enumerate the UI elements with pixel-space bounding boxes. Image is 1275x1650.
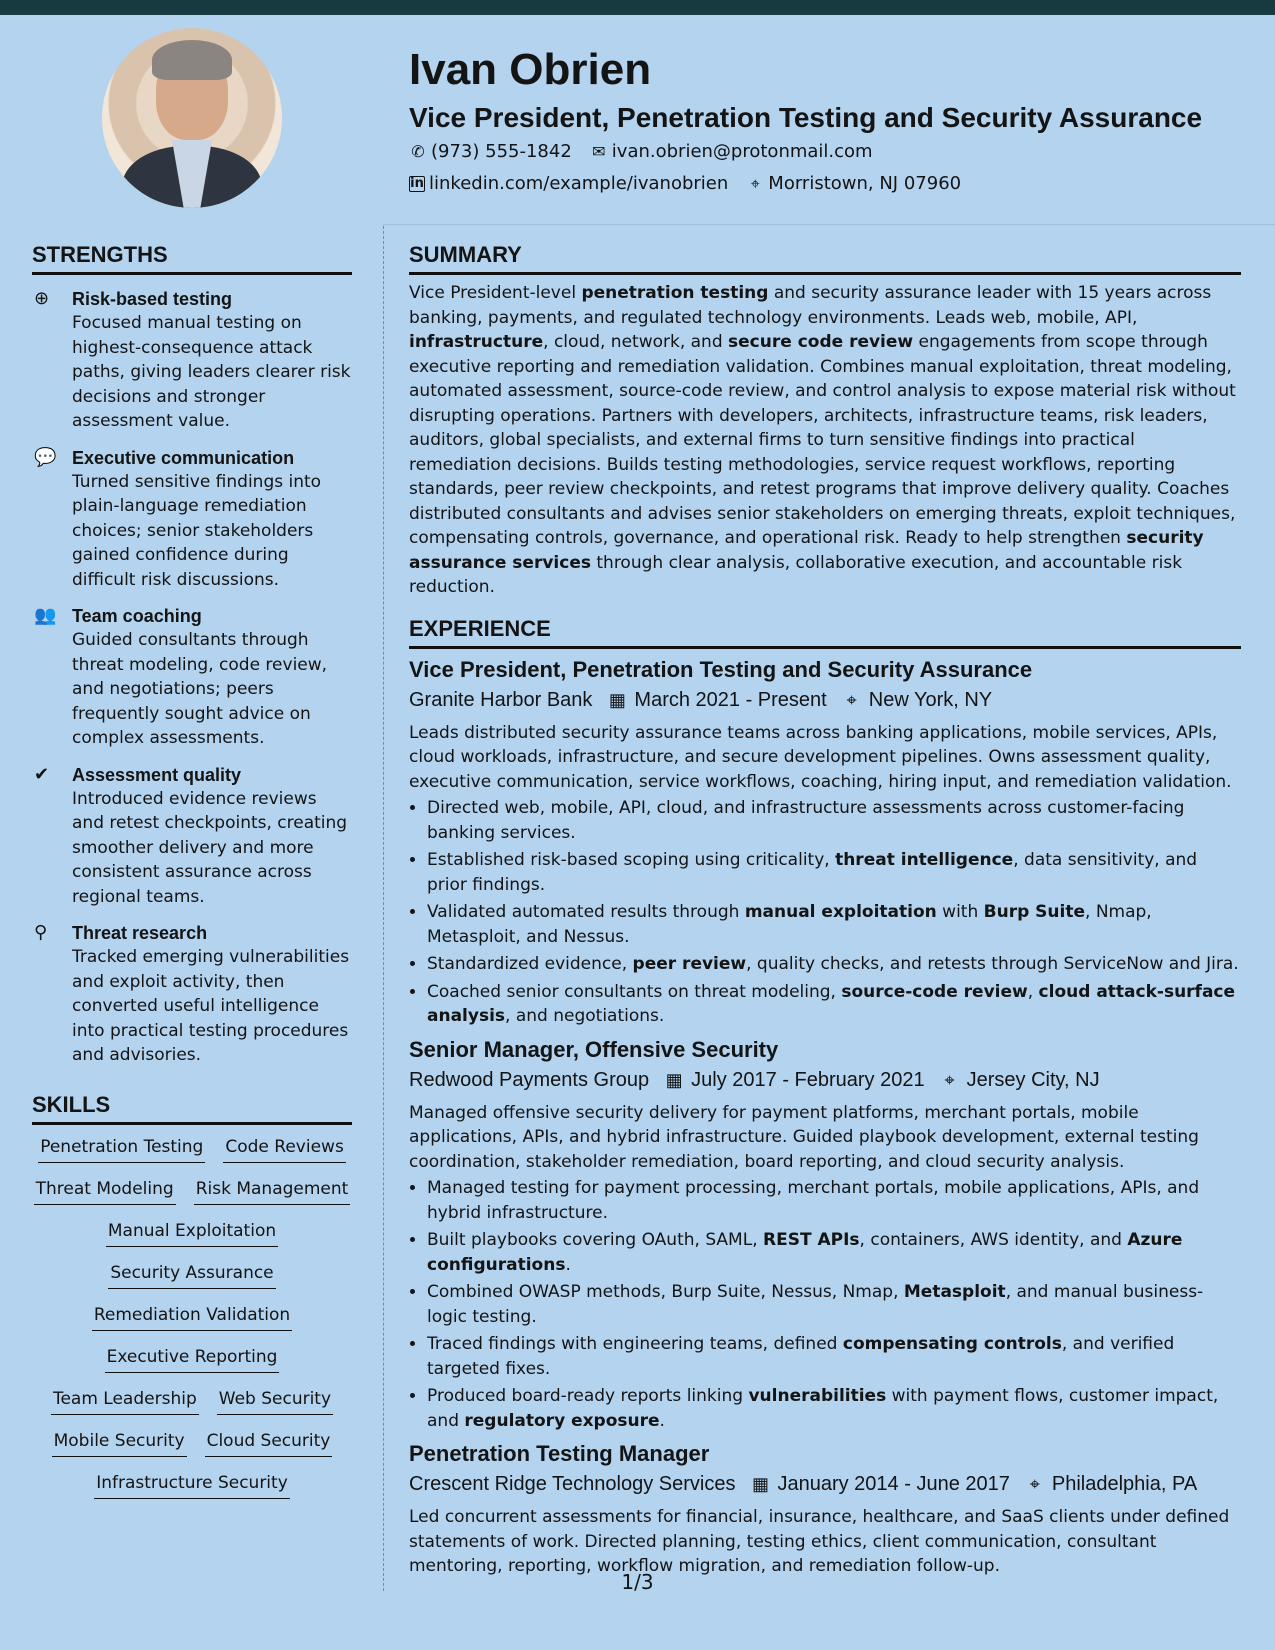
job-title: Vice President, Penetration Testing and Security Assurance (409, 656, 1033, 682)
strength-body (72, 287, 352, 434)
left-column (32, 240, 352, 1499)
linkedin-text[interactable]: linkedin.com/example/ivanobrien (429, 173, 729, 194)
text-span: , and verified targeted fixes. (427, 1334, 1175, 1379)
company-name: Granite Harbor Bank (409, 688, 593, 711)
text-span: . (565, 1254, 571, 1275)
strength-desc: Guided consultants through threat modeling, code review, and negotiations; peers frequently sought advice on complex assessments. (72, 630, 328, 748)
linkedin[interactable] (409, 168, 728, 200)
job-bullets (409, 796, 1241, 1029)
calendar-icon: ▦ (608, 689, 626, 710)
calendar-icon: ▦ (665, 1069, 683, 1090)
bold-text: vulnerabilities (748, 1386, 887, 1406)
strength-desc: Focused manual testing on highest-consequence attack paths, giving leaders clearer risk decisions and stronger assessment value. (72, 313, 351, 431)
email[interactable] (590, 136, 873, 168)
text-span: Traced findings with engineering teams, defined (427, 1334, 843, 1354)
map-pin-icon: ⌖ (1029, 1474, 1040, 1494)
text-span: , (1027, 981, 1039, 1002)
map-pin-icon: ⌖ (846, 689, 857, 710)
text-span: with payment flows, customer impact, and (427, 1386, 1219, 1431)
bullet-item (427, 1384, 1241, 1433)
text-span: with (936, 902, 984, 922)
strength-body (72, 921, 352, 1068)
company-name: Crescent Ridge Technology Services (409, 1473, 736, 1495)
candidate-title: Vice President, Penetration Testing and Security Assurance (409, 102, 1203, 133)
job-location: Jersey City, NJ (966, 1068, 1100, 1091)
column-divider (383, 226, 384, 1591)
bullet-item (427, 1332, 1241, 1381)
strength-body (72, 763, 352, 910)
skill-tag: Mobile Security (52, 1429, 187, 1457)
job-summary: Leads distributed security assurance teams across banking applications, mobile services, APIs, cloud workloads, infrastructure, and secure development pipelines. Owns assessment quality, executive communication, service workflows, coaching, hiring input, and remediation validation. (409, 722, 1232, 792)
bold-text: security assurance services (409, 528, 1204, 573)
bold-text: cloud attack-surface analysis (427, 981, 1236, 1026)
skill-tag: Manual Exploitation (106, 1219, 278, 1247)
text-span: , data sensitivity, and prior findings. (427, 850, 1198, 895)
strength-item (32, 604, 352, 751)
job-meta (409, 685, 1241, 715)
text-span: , and manual business-logic testing. (427, 1282, 1204, 1327)
job-entry (409, 1035, 1241, 1434)
strength-name: Assessment quality (72, 764, 242, 785)
text-span: , Nmap, Metasploit, and Nessus. (427, 902, 1152, 947)
strength-name: Executive communication (72, 447, 295, 468)
company-name: Redwood Payments Group (409, 1068, 650, 1091)
bold-text: infrastructure (409, 332, 544, 352)
job-meta (409, 1469, 1241, 1499)
skill-tag: Risk Management (194, 1177, 351, 1205)
top-bar (0, 0, 1275, 15)
bold-text: peer review (632, 954, 747, 974)
text-span: , and negotiations. (505, 1006, 665, 1026)
phone-text: (973) 555-1842 (431, 141, 572, 162)
strength-name: Threat research (72, 923, 208, 943)
job-entry (409, 1439, 1241, 1579)
strength-item (32, 287, 352, 434)
job-dates: March 2021 - Present (634, 688, 827, 711)
candidate-name: Ivan Obrien (409, 45, 652, 94)
text-span: through clear analysis, collaborative execution, and accountable risk reduction. (409, 552, 1183, 597)
bold-text: manual exploitation (744, 902, 937, 922)
skill-tag: Web Security (217, 1387, 333, 1415)
text-span: Standardized evidence, (427, 954, 633, 974)
text-span: Managed testing for payment processing, merchant portals, mobile applications, APIs, and hybrid infrastructure. (427, 1178, 1200, 1223)
contact-row-1 (409, 136, 1202, 168)
strength-name: Team coaching (72, 606, 202, 626)
map-pin-icon: ⌖ (750, 174, 760, 193)
location (746, 168, 961, 200)
text-span: Directed web, mobile, API, cloud, and infrastructure assessments across customer-facing banking services. (427, 798, 1185, 843)
text-span: , quality checks, and retests through ServiceNow and Jira. (746, 954, 1239, 974)
job-summary: Managed offensive security delivery for payment platforms, merchant portals, mobile applications, APIs, and hybrid infrastructure. Guided playbook development, external testing coordination, stakeholder remediation, board reporting, and cloud security analysis. (409, 1102, 1199, 1172)
map-pin-icon: ⌖ (944, 1069, 955, 1090)
bullet-item (427, 900, 1241, 949)
job-summary: Led concurrent assessments for financial, insurance, healthcare, and SaaS clients under defined statements of work. Directed planning, testing ethics, client communication, consultant mentoring, reporting, workflow migration, and remediation follow-up. (409, 1507, 1230, 1576)
skill-tag: Executive Reporting (105, 1345, 280, 1373)
skill-tag: Team Leadership (51, 1387, 199, 1415)
text-span: Vice President-level (409, 283, 582, 303)
header (409, 40, 1202, 200)
bullet-item (427, 848, 1241, 897)
job-location: Philadelphia, PA (1051, 1473, 1198, 1495)
text-span: Built playbooks covering OAuth, SAML, (427, 1230, 764, 1250)
contact-row-2 (409, 168, 1202, 200)
skill-tag: Infrastructure Security (94, 1471, 290, 1499)
bullet-item (427, 1280, 1241, 1329)
bullet-item (427, 796, 1241, 845)
strength-desc: Tracked emerging vulnerabilities and exploit activity, then converted useful intelligence into practical testing procedures and advisories. (72, 947, 350, 1065)
bold-text: penetration testing (581, 283, 769, 303)
text-span: Established risk-based scoping using criticality, (427, 850, 836, 870)
page-number: 1/3 (621, 1570, 654, 1594)
skill-tag: Code Reviews (223, 1135, 345, 1163)
job-dates: January 2014 - June 2017 (777, 1473, 1010, 1495)
text-span: Coached senior consultants on threat modeling, (427, 981, 842, 1002)
search-icon: ⚲ (34, 922, 48, 943)
bold-text: Azure configurations (427, 1230, 1183, 1275)
text-span: , containers, AWS identity, and (859, 1230, 1128, 1250)
email-text[interactable]: ivan.obrien@protonmail.com (611, 141, 873, 162)
text-span: Produced board-ready reports linking (427, 1386, 749, 1406)
bold-text: secure code review (728, 332, 914, 352)
bold-text: REST APIs (763, 1230, 860, 1250)
job-meta (409, 1065, 1241, 1095)
text-span: and security assurance leader with 15 years across banking, payments, and regulated technology environments. Leads web, mobile, API, (409, 283, 1212, 328)
check-circle-icon: ✔ (34, 763, 50, 785)
job-title: Senior Manager, Offensive Security (409, 1036, 779, 1062)
location-text: Morristown, NJ 07960 (768, 173, 962, 194)
crosshair-icon: ⊕ (34, 288, 50, 309)
job-entry (409, 655, 1241, 1029)
experience-heading: EXPERIENCE (409, 614, 1241, 649)
bold-text: regulatory exposure (464, 1410, 660, 1431)
strengths-heading: STRENGTHS (32, 240, 352, 275)
envelope-icon: ✉ (592, 142, 606, 161)
right-column (409, 240, 1241, 1579)
skill-tag: Cloud Security (205, 1429, 333, 1457)
skills-list (32, 1135, 352, 1499)
bullet-item (427, 980, 1241, 1029)
text-span: Validated automated results through (427, 902, 745, 922)
text-span: Combined OWASP methods, Burp Suite, Nessus, Nmap, (427, 1282, 904, 1302)
strength-item (32, 763, 352, 910)
linkedin-icon: in (410, 176, 424, 191)
summary-heading: SUMMARY (409, 240, 1241, 275)
job-bullets (409, 1176, 1241, 1433)
skill-tag: Security Assurance (108, 1261, 275, 1289)
strength-desc: Introduced evidence reviews and retest checkpoints, creating smoother delivery and more consistent assurance across regional teams. (72, 788, 348, 907)
bold-text: Metasploit (903, 1282, 1006, 1302)
strength-body (72, 604, 352, 751)
bold-text: threat intelligence (835, 850, 1014, 870)
bold-text: compensating controls (842, 1334, 1062, 1354)
strength-name: Risk-based testing (72, 289, 233, 309)
skill-tag: Remediation Validation (92, 1303, 292, 1331)
strength-body (72, 446, 352, 593)
phone-icon: ✆ (411, 142, 425, 161)
job-dates: July 2017 - February 2021 (691, 1068, 925, 1091)
skill-tag: Threat Modeling (34, 1177, 176, 1205)
text-span: , cloud, network, and (543, 332, 729, 352)
bold-text: source-code review (841, 981, 1028, 1002)
users-icon: 👥 (34, 605, 57, 626)
job-location: New York, NY (868, 688, 993, 711)
skills-heading: SKILLS (32, 1090, 352, 1125)
bullet-item (427, 952, 1241, 977)
bold-text: Burp Suite (983, 902, 1086, 922)
calendar-icon: ▦ (751, 1474, 769, 1494)
skill-tag: Penetration Testing (38, 1135, 205, 1163)
strength-item (32, 446, 352, 593)
profile-photo (102, 28, 282, 208)
phone (409, 136, 572, 168)
bullet-item (427, 1228, 1241, 1277)
job-title: Penetration Testing Manager (409, 1441, 710, 1466)
strength-desc: Turned sensitive findings into plain-language remediation choices; senior stakeholders gained confidence during difficult risk discussions. (72, 471, 322, 590)
text-span: . (659, 1410, 665, 1431)
bullet-item (427, 1176, 1241, 1225)
header-rule (383, 224, 1275, 225)
comments-icon: 💬 (34, 446, 57, 468)
summary-text (409, 281, 1241, 600)
strength-item (32, 921, 352, 1068)
experience-list (409, 655, 1241, 1579)
strengths-list (32, 287, 352, 1068)
text-span: engagements from scope through executive reporting and remediation validation. Combines manual exploitation, threat modeling, automated assessment, source-code review, and control analysis to expose material risk without disrupting operations. Partners with developers, architects, infrastructure teams, risk leaders, auditors, global specialists, and external firms to turn sensitive findings into practical remediation decisions. Builds testing methodologies, service request workflows, reporting standards, peer review checkpoints, and retest programs that improve delivery quality. Coaches distributed consultants and advises senior stakeholders on emerging threats, exploit techniques, compensating controls, governance, and operational risk. Ready to help strengthen (409, 332, 1236, 548)
